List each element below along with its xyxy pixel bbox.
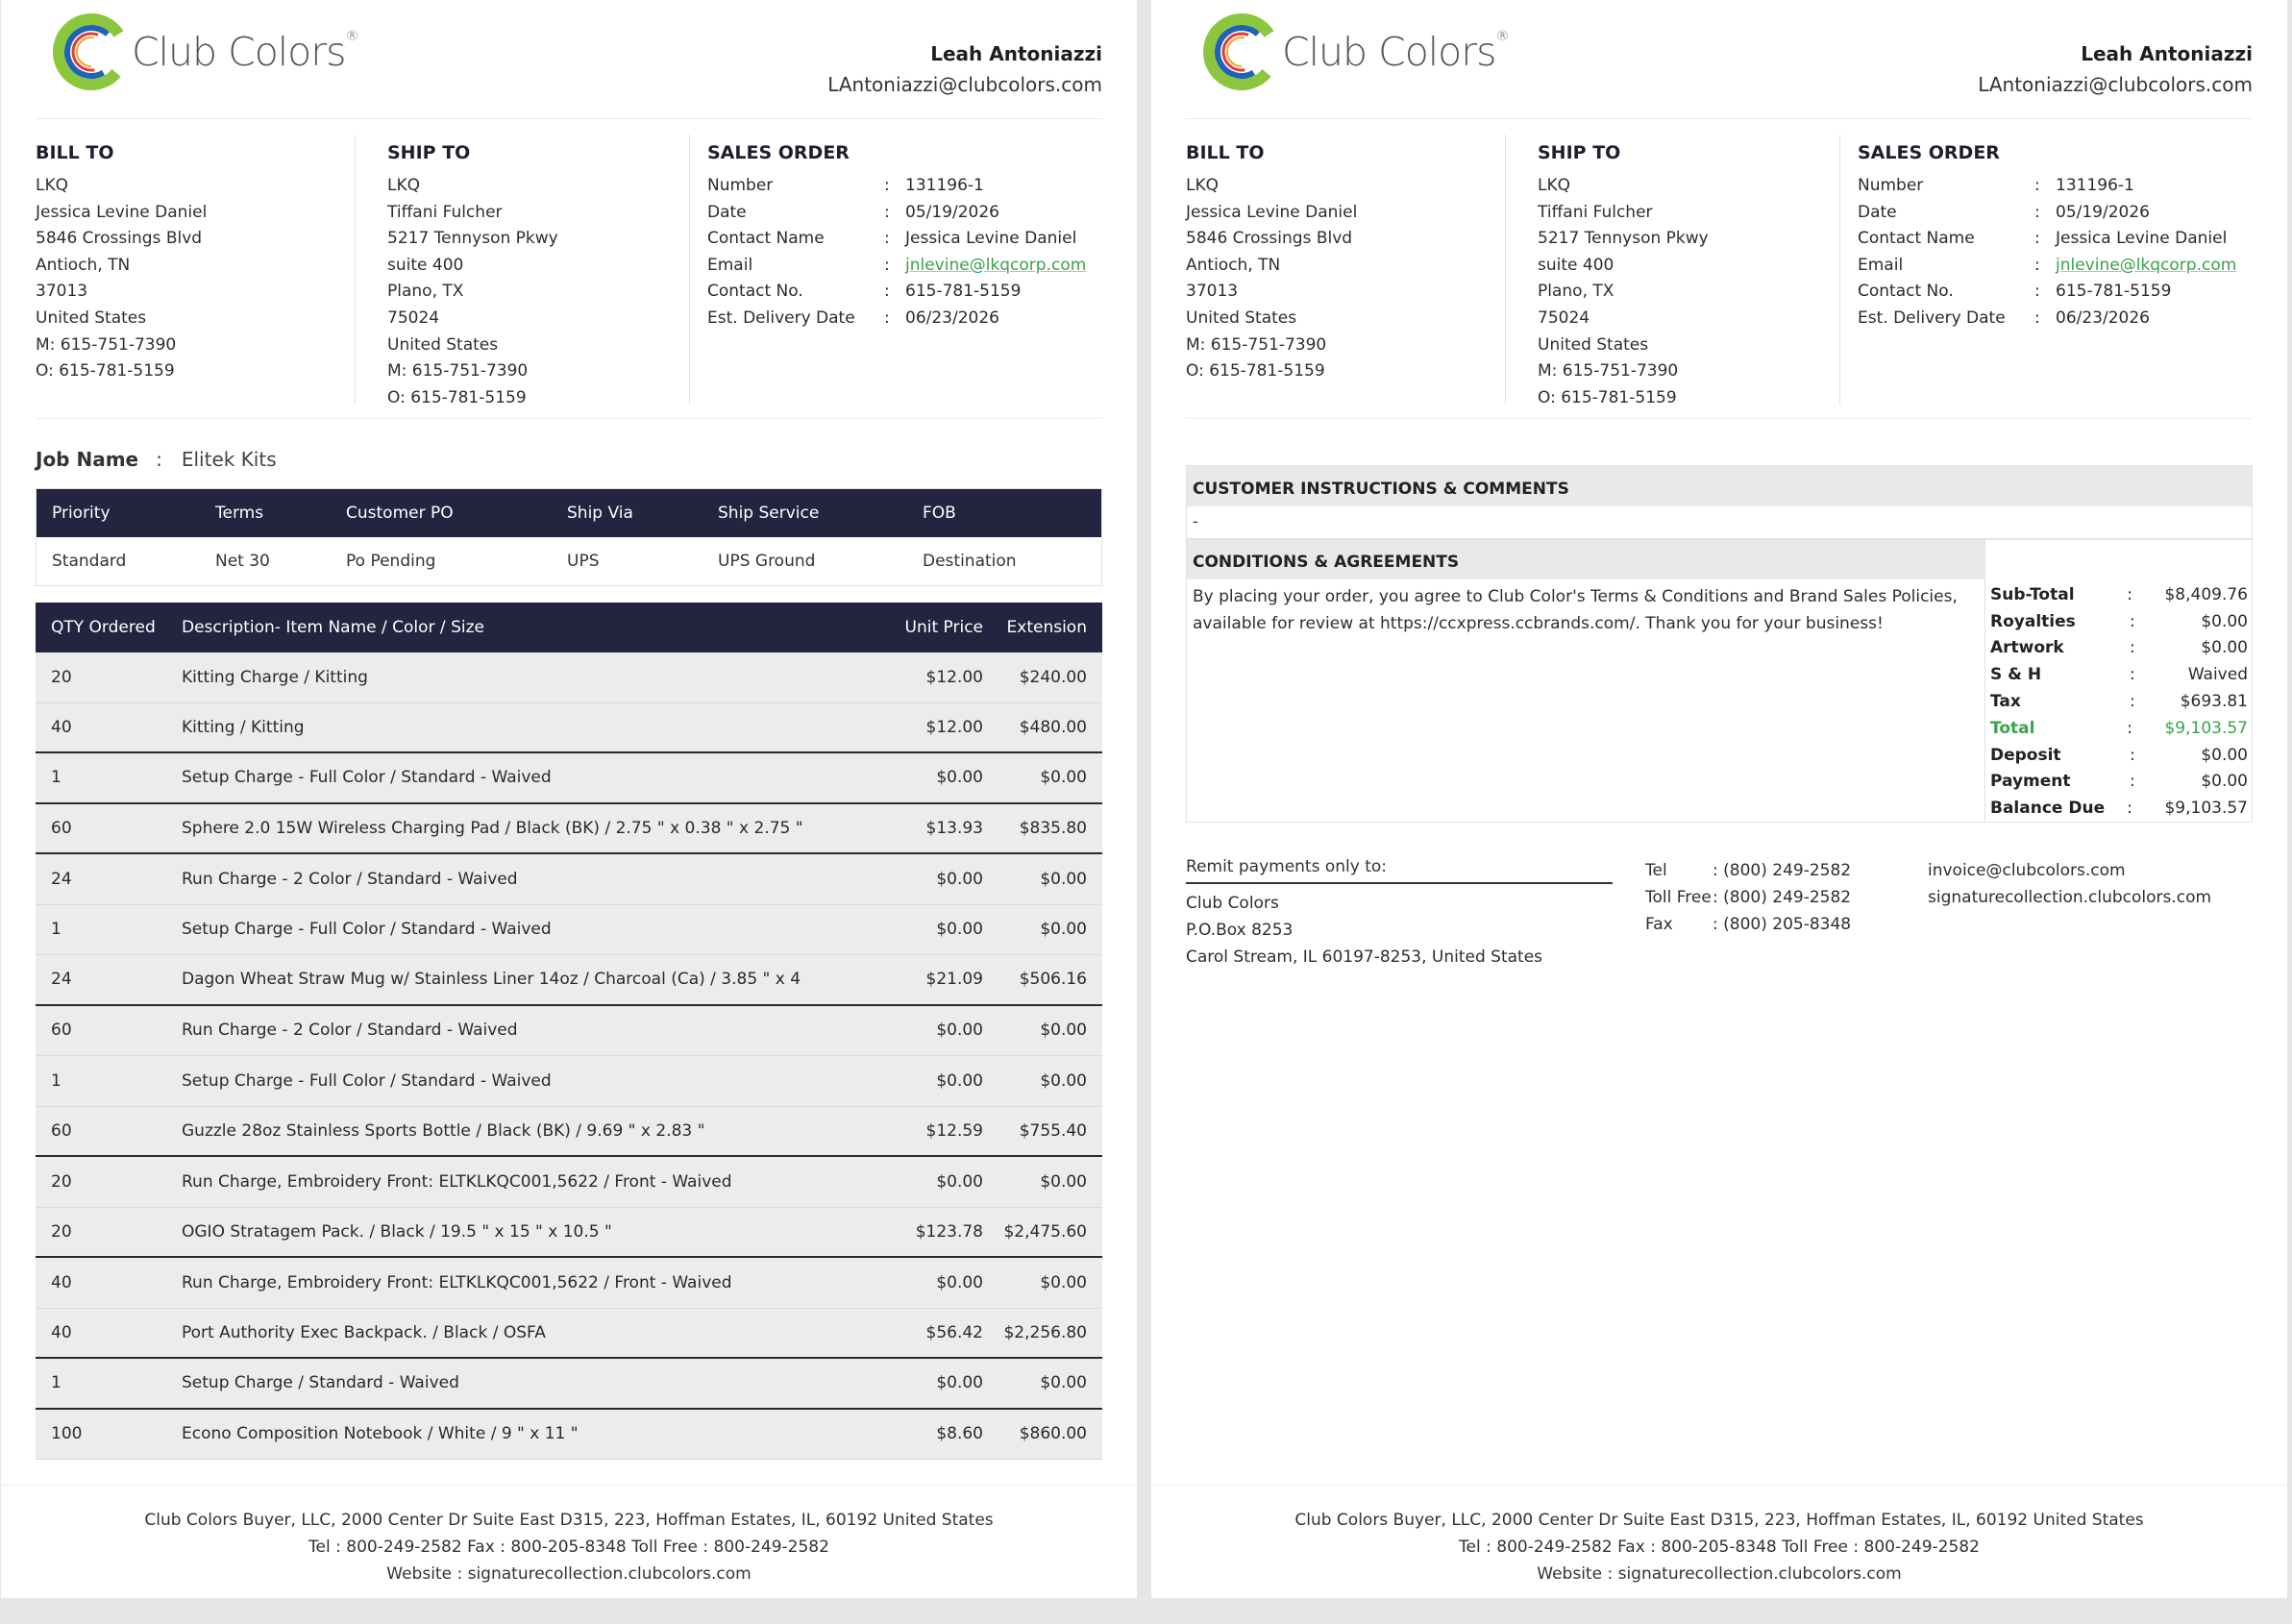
totals-label: Artwork <box>1990 638 2064 658</box>
text-line: Antioch, TN <box>36 255 131 275</box>
item-unit-price: $12.59 <box>925 1120 983 1141</box>
sales-order-row <box>1858 279 2253 306</box>
terms-header-cell: Customer PO <box>346 504 454 523</box>
table-row <box>36 804 1102 855</box>
text-line: 5846 Crossings Blvd <box>36 229 203 249</box>
totals-label: Deposit <box>1990 745 2061 765</box>
sales-order-value: 06/23/2026 <box>905 308 999 328</box>
sales-order-row <box>707 173 1102 200</box>
item-qty: 20 <box>51 1221 72 1242</box>
totals-value: Waived <box>2187 665 2248 685</box>
item-qty: 60 <box>51 1021 72 1041</box>
sales-order-label: Email <box>1858 255 1904 275</box>
item-description: Sphere 2.0 15W Wireless Charging Pad / Black (BK) / 2.75 " x 0.38 " x 2.75 " <box>182 818 803 838</box>
text-line: signaturecollection.clubcolors.com <box>1928 888 2212 907</box>
logo-text: Club Colors® <box>132 29 358 75</box>
ship-to-title: SHIP TO <box>1538 142 1621 163</box>
item-qty: 24 <box>51 869 72 889</box>
totals-value: $9,103.57 <box>2164 718 2248 738</box>
item-qty: 1 <box>51 1373 62 1393</box>
item-unit-price: $0.00 <box>936 1021 983 1041</box>
header-unit-price: Unit Price <box>904 618 983 637</box>
sales-order-colon: : <box>884 202 890 222</box>
totals-label: Payment <box>1990 772 2071 792</box>
ship-to <box>372 135 690 405</box>
contact-row <box>1645 911 1851 938</box>
item-description: Run Charge, Embroidery Front: ELTKLKQC001,5622 / Front - Waived <box>182 1171 732 1192</box>
customer-instructions-title: CUSTOMER INSTRUCTIONS & COMMENTS <box>1187 466 2252 506</box>
sales-order-value: Jessica Levine Daniel <box>905 229 1077 249</box>
contact-row <box>1645 884 1851 911</box>
sales-order-colon: : <box>2034 202 2040 222</box>
text-line: suite 400 <box>387 255 464 275</box>
item-unit-price: $56.42 <box>925 1322 983 1342</box>
table-row <box>36 1359 1102 1410</box>
sales-order-value: Jessica Levine Daniel <box>2056 229 2228 249</box>
totals-row <box>1985 688 2252 715</box>
item-qty: 20 <box>51 1171 72 1192</box>
table-row <box>36 955 1102 1006</box>
job-name-value: Elitek Kits <box>181 448 277 471</box>
totals-value: $0.00 <box>2201 772 2248 792</box>
sales-order-row <box>707 226 1102 253</box>
text-line: Tiffani Fulcher <box>387 202 503 222</box>
rep-email: LAntoniazzi@clubcolors.com <box>827 73 1102 96</box>
sales-order-row <box>1858 200 2253 227</box>
text-line: O: 615-781-5159 <box>1538 387 1677 407</box>
customer-instructions <box>1186 465 2253 540</box>
text-line: P.O.Box 8253 <box>1186 921 1294 940</box>
item-unit-price: $0.00 <box>936 768 983 788</box>
sales-order-colon: : <box>884 229 890 249</box>
item-extension: $480.00 <box>1019 717 1087 737</box>
sales-order-value: 131196-1 <box>905 176 984 195</box>
sales-order-label: Contact Name <box>1858 229 1975 249</box>
table-row <box>36 1157 1102 1208</box>
terms-header-cell: Ship Via <box>567 504 633 523</box>
item-unit-price: $0.00 <box>936 1070 983 1091</box>
totals-row <box>1985 795 2252 822</box>
item-description: Dagon Wheat Straw Mug w/ Stainless Liner 14oz / Charcoal (Ca) / 3.85 " x 4 <box>182 970 801 990</box>
totals-colon: : <box>2127 799 2132 819</box>
remit-lines <box>1186 890 1613 971</box>
sales-rep <box>827 42 1102 96</box>
item-qty: 20 <box>51 667 72 687</box>
sales-order-row <box>1858 226 2253 253</box>
sales-order-title: SALES ORDER <box>707 142 850 163</box>
terms-value-cell: UPS Ground <box>718 552 816 571</box>
item-extension: $0.00 <box>1040 1272 1087 1292</box>
sales-order-rows <box>1858 173 2253 332</box>
text-line: United States <box>1538 334 1649 355</box>
job-name-colon: : <box>156 448 162 471</box>
item-unit-price: $0.00 <box>936 869 983 889</box>
totals-value: $0.00 <box>2201 611 2248 631</box>
item-description: Port Authority Exec Backpack. / Black / OSFA <box>182 1322 546 1342</box>
text-line: M: 615-751-7390 <box>1538 361 1679 381</box>
text-line: 5217 Tennyson Pkwy <box>1538 229 1709 249</box>
terms-header-cell: Priority <box>52 504 111 523</box>
text-line: United States <box>387 334 499 355</box>
contact-value: : (800) 205-8348 <box>1713 915 1852 934</box>
sales-order-row <box>1858 253 2253 280</box>
terms-value-cell: Po Pending <box>346 552 436 571</box>
totals-colon: : <box>2130 772 2135 792</box>
totals-row <box>1985 608 2252 635</box>
item-qty: 1 <box>51 1070 62 1091</box>
contact-value: : (800) 249-2582 <box>1713 888 1852 907</box>
item-extension: $0.00 <box>1040 920 1087 940</box>
sales-order-label: Date <box>1858 202 1897 222</box>
terms-value-row <box>37 537 1101 585</box>
terms-header-cell: FOB <box>923 504 956 523</box>
item-unit-price: $0.00 <box>936 920 983 940</box>
sales-order-label: Contact No. <box>1858 282 1954 302</box>
item-description: Run Charge - 2 Color / Standard - Waived <box>182 1021 518 1041</box>
totals-label: Balance Due <box>1990 799 2106 819</box>
sales-order-title: SALES ORDER <box>1858 142 2000 163</box>
invoice-page-2 <box>1151 0 2287 1598</box>
item-unit-price: $123.78 <box>915 1221 983 1242</box>
table-row <box>36 905 1102 956</box>
sales-order-row <box>1858 173 2253 200</box>
item-unit-price: $12.00 <box>925 667 983 687</box>
item-description: Setup Charge / Standard - Waived <box>182 1373 459 1393</box>
sales-order-value: 131196-1 <box>2056 176 2134 195</box>
sales-order-value: 05/19/2026 <box>2056 202 2150 222</box>
job-name-label: Job Name <box>36 448 139 471</box>
table-row <box>36 1309 1102 1360</box>
contact-emails <box>1928 857 2211 911</box>
text-line: Tiffani Fulcher <box>1538 202 1653 222</box>
item-qty: 40 <box>51 1322 72 1342</box>
text-line: O: 615-781-5159 <box>1186 361 1325 381</box>
item-extension: $0.00 <box>1040 869 1087 889</box>
terms-value-cell: Destination <box>923 552 1017 571</box>
address-section <box>36 135 1102 419</box>
totals-colon: : <box>2130 665 2135 685</box>
bill-to-title: BILL TO <box>36 142 114 163</box>
page-footer <box>1 1485 1137 1587</box>
totals-label: Sub-Total <box>1990 584 2075 604</box>
sales-order-label: Email <box>707 255 753 275</box>
table-row <box>36 1208 1102 1259</box>
items-header-row <box>36 603 1102 652</box>
footer-website: Website : signaturecollection.clubcolors.com <box>386 1564 752 1584</box>
item-extension: $0.00 <box>1040 768 1087 788</box>
item-extension: $2,256.80 <box>1003 1322 1087 1342</box>
logo-text: Club Colors® <box>1282 29 1509 75</box>
terms-value-cell: Net 30 <box>215 552 270 571</box>
item-extension: $860.00 <box>1019 1424 1087 1444</box>
table-row <box>36 1006 1102 1057</box>
bill-to-lines <box>36 173 355 385</box>
item-unit-price: $12.00 <box>925 717 983 737</box>
sales-order-colon: : <box>884 176 890 195</box>
item-description: Setup Charge - Full Color / Standard - Waived <box>182 768 552 788</box>
contact-row <box>1645 857 1851 884</box>
totals-row <box>1985 742 2252 769</box>
item-unit-price: $0.00 <box>936 1373 983 1393</box>
contact-numbers <box>1645 857 1851 938</box>
totals-row <box>1985 635 2252 662</box>
remit-title: Remit payments only to: <box>1186 857 1613 884</box>
customer-instructions-text: - <box>1193 512 1198 530</box>
club-colors-logo <box>53 13 357 90</box>
item-unit-price: $8.60 <box>936 1424 983 1444</box>
footer-address: Club Colors Buyer, LLC, 2000 Center Dr Suite East D315, 223, Hoffman Estates, IL, 60192 United States <box>1294 1511 2144 1530</box>
item-extension: $755.40 <box>1019 1120 1087 1141</box>
text-line: 37013 <box>1186 282 1239 302</box>
sales-rep <box>1978 42 2253 96</box>
rep-name: Leah Antoniazzi <box>930 42 1102 65</box>
totals-row <box>1985 769 2252 796</box>
item-unit-price: $0.00 <box>936 1171 983 1192</box>
contact-value: : (800) 249-2582 <box>1713 861 1852 880</box>
sales-order-colon: : <box>884 308 890 328</box>
sales-order-label: Est. Delivery Date <box>1858 308 2006 328</box>
sales-order-row <box>707 279 1102 306</box>
text-line: 75024 <box>1538 308 1590 328</box>
conditions-title: CONDITIONS & AGREEMENTS <box>1187 539 1984 579</box>
text-line: Club Colors <box>1186 894 1279 913</box>
sales-order-row <box>707 306 1102 332</box>
totals-colon: : <box>2130 611 2135 631</box>
text-line: Plano, TX <box>387 282 464 302</box>
item-description: Guzzle 28oz Stainless Sports Bottle / Black (BK) / 9.69 " x 2.83 " <box>182 1120 705 1141</box>
table-row <box>36 1056 1102 1107</box>
item-qty: 1 <box>51 768 62 788</box>
sales-order-colon: : <box>884 255 890 275</box>
sales-order-rows <box>707 173 1102 332</box>
sales-order-value: 06/23/2026 <box>2056 308 2150 328</box>
totals-row <box>1985 715 2252 742</box>
terms-header-cell: Terms <box>215 504 264 523</box>
text-line: M: 615-751-7390 <box>1186 334 1327 355</box>
item-description: Setup Charge - Full Color / Standard - Waived <box>182 920 552 940</box>
footer-address: Club Colors Buyer, LLC, 2000 Center Dr Suite East D315, 223, Hoffman Estates, IL, 60192 United States <box>144 1511 994 1530</box>
item-extension: $0.00 <box>1040 1021 1087 1041</box>
terms-value-cell: Standard <box>52 552 127 571</box>
sales-order-label: Number <box>707 176 774 195</box>
rep-email: LAntoniazzi@clubcolors.com <box>1978 73 2253 96</box>
contact-label: Fax <box>1645 915 1673 934</box>
totals-colon: : <box>2127 584 2132 604</box>
bill-to <box>1186 135 1506 405</box>
text-line: O: 615-781-5159 <box>387 387 527 407</box>
table-row <box>36 652 1102 703</box>
totals-colon: : <box>2130 745 2135 765</box>
totals-label: Royalties <box>1990 611 2076 631</box>
terms-table <box>36 488 1102 586</box>
sales-order-label: Contact No. <box>707 282 803 302</box>
terms-header-row <box>37 489 1101 537</box>
ship-to-title: SHIP TO <box>387 142 471 163</box>
item-extension: $0.00 <box>1040 1171 1087 1192</box>
bill-to-title: BILL TO <box>1186 142 1265 163</box>
sales-order-colon: : <box>2034 229 2040 249</box>
item-qty: 40 <box>51 717 72 737</box>
sales-order-value: 615-781-5159 <box>905 282 1022 302</box>
totals-value: $9,103.57 <box>2164 799 2248 819</box>
sales-order-label: Number <box>1858 176 1924 195</box>
item-extension: $835.80 <box>1019 818 1087 838</box>
item-description: OGIO Stratagem Pack. / Black / 19.5 " x 15 " x 10.5 " <box>182 1221 612 1242</box>
item-qty: 60 <box>51 818 72 838</box>
totals-colon: : <box>2130 692 2135 712</box>
item-description: Run Charge - 2 Color / Standard - Waived <box>182 869 518 889</box>
club-colors-logo <box>1203 13 1508 90</box>
item-qty: 24 <box>51 970 72 990</box>
item-description: Kitting Charge / Kitting <box>182 667 368 687</box>
rep-name: Leah Antoniazzi <box>2081 42 2253 65</box>
text-line: 75024 <box>387 308 440 328</box>
totals-value: $8,409.76 <box>2164 584 2248 604</box>
sales-order-row <box>1858 306 2253 332</box>
address-section <box>1186 135 2253 419</box>
item-unit-price: $21.09 <box>925 970 983 990</box>
totals-label: S & H <box>1990 665 2042 685</box>
item-extension: $2,475.60 <box>1003 1221 1087 1242</box>
text-line: LKQ <box>1186 176 1219 195</box>
terms-value-cell: UPS <box>567 552 600 571</box>
sales-order-label: Est. Delivery Date <box>707 308 855 328</box>
item-qty: 40 <box>51 1272 72 1292</box>
remit-to <box>1186 857 1613 971</box>
bill-to <box>36 135 356 405</box>
club-colors-logo-icon <box>1203 13 1280 90</box>
ship-to <box>1522 135 1840 405</box>
item-description: Econo Composition Notebook / White / 9 " x 11 " <box>182 1424 579 1444</box>
item-extension: $240.00 <box>1019 667 1087 687</box>
header-qty: QTY Ordered <box>51 618 156 637</box>
text-line: M: 615-751-7390 <box>387 361 529 381</box>
text-line: United States <box>36 308 147 328</box>
sales-order-colon: : <box>2034 308 2040 328</box>
text-line: suite 400 <box>1538 255 1614 275</box>
footer-phones: Tel : 800-249-2582 Fax : 800-205-8348 Toll Free : 800-249-2582 <box>308 1538 829 1557</box>
item-extension: $0.00 <box>1040 1070 1087 1091</box>
totals-label: Total <box>1990 718 2035 738</box>
contact-email-link[interactable]: jnlevine@lkqcorp.com <box>2056 255 2237 275</box>
contact-email-link[interactable]: jnlevine@lkqcorp.com <box>905 255 1087 275</box>
sales-order-colon: : <box>2034 176 2040 195</box>
ship-to-lines <box>1538 173 1839 411</box>
invoice-page-1 <box>1 0 1137 1598</box>
totals-colon: : <box>2127 718 2132 738</box>
sales-order-colon: : <box>2034 282 2040 302</box>
text-line: LKQ <box>36 176 68 195</box>
contact-label: Tel <box>1645 861 1667 880</box>
footer-website: Website : signaturecollection.clubcolors.com <box>1537 1564 1902 1584</box>
item-unit-price: $0.00 <box>936 1272 983 1292</box>
totals-value: $0.00 <box>2201 638 2248 658</box>
footer-phones: Tel : 800-249-2582 Fax : 800-205-8348 Toll Free : 800-249-2582 <box>1459 1538 1980 1557</box>
text-line: LKQ <box>387 176 420 195</box>
totals-label: Tax <box>1990 692 2021 712</box>
sales-order <box>692 135 1102 405</box>
page-header <box>1186 0 2253 119</box>
sales-order-row <box>707 200 1102 227</box>
club-colors-logo-icon <box>53 13 130 90</box>
table-row <box>36 854 1102 905</box>
text-line: 5846 Crossings Blvd <box>1186 229 1353 249</box>
text-line: Antioch, TN <box>1186 255 1281 275</box>
page-footer <box>1151 1485 2287 1587</box>
text-line: LKQ <box>1538 176 1570 195</box>
item-description: Run Charge, Embroidery Front: ELTKLKQC001,5622 / Front - Waived <box>182 1272 732 1292</box>
text-line: Jessica Levine Daniel <box>1186 202 1358 222</box>
sales-order <box>1842 135 2253 405</box>
conditions-text: By placing your order, you agree to Club Color's Terms & Conditions and Brand Sales Policies, available for review at https://ccxpress.ccbrands.com/. Thank you for your business! <box>1193 587 1958 633</box>
item-extension: $506.16 <box>1019 970 1087 990</box>
sales-order-label: Contact Name <box>707 229 825 249</box>
contact-label: Toll Free <box>1645 888 1712 907</box>
sales-order-value: 615-781-5159 <box>2056 282 2172 302</box>
item-qty: 60 <box>51 1120 72 1141</box>
page-header <box>36 0 1102 119</box>
table-row <box>36 753 1102 804</box>
item-unit-price: $13.93 <box>925 818 983 838</box>
text-line: United States <box>1186 308 1297 328</box>
sales-order-value: 05/19/2026 <box>905 202 999 222</box>
item-description: Setup Charge - Full Color / Standard - Waived <box>182 1070 552 1091</box>
totals-row <box>1985 581 2252 608</box>
bill-to-lines <box>1186 173 1505 385</box>
totals-row <box>1985 661 2252 688</box>
text-line: Plano, TX <box>1538 282 1614 302</box>
items-body <box>36 652 1102 1460</box>
header-extension: Extension <box>1006 618 1087 637</box>
text-line: Carol Stream, IL 60197-8253, United States <box>1186 947 1543 967</box>
text-line: M: 615-751-7390 <box>36 334 177 355</box>
item-extension: $0.00 <box>1040 1373 1087 1393</box>
sales-order-row <box>707 253 1102 280</box>
text-line: Jessica Levine Daniel <box>36 202 208 222</box>
job-name <box>36 448 277 471</box>
totals-value: $693.81 <box>2180 692 2248 712</box>
terms-header-cell: Ship Service <box>718 504 820 523</box>
table-row <box>36 703 1102 754</box>
item-description: Kitting / Kitting <box>182 717 305 737</box>
text-line: 5217 Tennyson Pkwy <box>387 229 558 249</box>
sales-order-label: Date <box>707 202 747 222</box>
ship-to-lines <box>387 173 689 411</box>
item-qty: 100 <box>51 1424 83 1444</box>
order-totals <box>1984 539 2252 822</box>
conditions-and-totals <box>1186 538 2253 823</box>
item-qty: 1 <box>51 920 62 940</box>
totals-value: $0.00 <box>2201 745 2248 765</box>
totals-colon: : <box>2130 638 2135 658</box>
header-description: Description- Item Name / Color / Size <box>182 618 484 637</box>
table-row <box>36 1107 1102 1158</box>
table-row <box>36 1410 1102 1461</box>
text-line: O: 615-781-5159 <box>36 361 175 381</box>
text-line: 37013 <box>36 282 88 302</box>
table-row <box>36 1258 1102 1309</box>
items-table <box>36 603 1102 1460</box>
text-line: invoice@clubcolors.com <box>1928 861 2126 880</box>
sales-order-colon: : <box>2034 255 2040 275</box>
sales-order-colon: : <box>884 282 890 302</box>
